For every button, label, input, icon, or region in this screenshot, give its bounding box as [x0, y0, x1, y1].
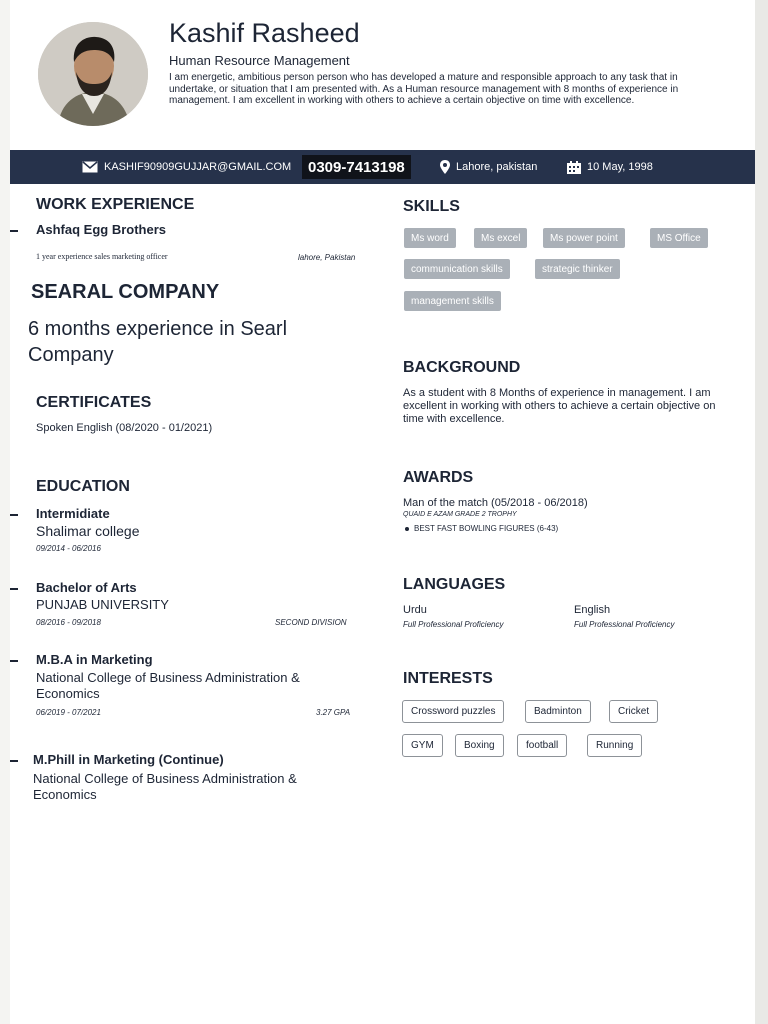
phone-text: 0309-7413198 — [302, 155, 411, 179]
work-desc: 1 year experience sales marketing officer — [36, 252, 168, 261]
education-degree: Intermidiate — [36, 506, 110, 521]
interest-chip: Boxing — [455, 734, 504, 757]
language-name: English — [574, 604, 611, 616]
education-school: National College of Business Administration & Economics — [33, 771, 297, 802]
work-place: lahore, Pakistan — [298, 253, 356, 262]
education-heading: EDUCATION — [36, 478, 130, 495]
skill-tag: strategic thinker — [535, 259, 620, 279]
interest-chip: GYM — [402, 734, 443, 757]
award-bullet — [403, 524, 558, 533]
education-school: PUNJAB UNIVERSITY — [36, 597, 169, 612]
education-school: National College of Business Administration & Economics — [36, 670, 300, 701]
education-degree: Bachelor of Arts — [36, 580, 137, 595]
dob-text: 10 May, 1998 — [587, 161, 653, 173]
language-level: Full Professional Proficiency — [574, 620, 675, 629]
language-level: Full Professional Proficiency — [403, 620, 504, 629]
email-text: KASHIF90909GUJJAR@GMAIL.COM — [104, 161, 292, 173]
award-bullet-text: BEST FAST BOWLING FIGURES (6-43) — [414, 524, 559, 533]
work-company-2: SEARAL COMPANY — [31, 281, 220, 303]
education-dates: 06/2019 - 07/2021 — [36, 708, 101, 717]
bullet-icon — [405, 527, 409, 531]
skill-tag: Ms word — [404, 228, 456, 248]
summary-text: I am energetic, ambitious person person who has developed a mature and responsible approach to any task that in undertake, or situation that I am presented with. As a Human resource management with 8 months of experience in management. I am excellent in working with others to achieve a certain objective on time with excellence. — [169, 72, 679, 106]
skills-heading: SKILLS — [403, 198, 460, 215]
mail-icon — [82, 161, 98, 173]
award-title: Man of the match (05/2018 - 06/2018) — [403, 497, 588, 509]
skill-tag: management skills — [404, 291, 501, 311]
work-dash — [10, 230, 18, 232]
skill-tag: communication skills — [404, 259, 510, 279]
education-degree: M.B.A in Marketing — [36, 652, 153, 667]
interest-chip: Crossword puzzles — [402, 700, 504, 723]
dob-item — [567, 150, 653, 184]
education-dash — [10, 760, 18, 762]
candidate-title: Human Resource Management — [169, 53, 350, 68]
page-edge — [755, 0, 768, 1024]
interest-chip: Badminton — [525, 700, 591, 723]
skill-tag: MS Office — [650, 228, 708, 248]
work-heading: WORK EXPERIENCE — [36, 196, 195, 213]
interest-chip: football — [517, 734, 567, 757]
background-text: As a student with 8 Months of experience in management. I am excellent in working with others to achieve a certain objective on time with excellence. — [403, 387, 716, 425]
skill-tag: Ms power point — [543, 228, 625, 248]
education-dash — [10, 588, 18, 590]
calendar-icon — [567, 161, 581, 174]
certificate-item: Spoken English (08/2020 - 01/2021) — [36, 422, 213, 434]
education-degree: M.Phill in Marketing (Continue) — [33, 752, 224, 767]
interest-chip: Running — [587, 734, 642, 757]
certificates-heading: CERTIFICATES — [36, 394, 152, 411]
location-pin-icon — [440, 160, 450, 174]
education-note: 3.27 GPA — [316, 708, 351, 717]
work-desc-2: 6 months experience in Searl Company — [28, 318, 288, 366]
education-dash — [10, 514, 18, 516]
education-dash — [10, 660, 18, 662]
award-sub: QUAID E AZAM GRADE 2 TROPHY — [403, 511, 517, 518]
contact-bar — [10, 150, 755, 184]
location-text: Lahore, pakistan — [456, 161, 538, 173]
education-dates: 08/2016 - 09/2018 — [36, 618, 101, 627]
awards-heading: AWARDS — [403, 469, 474, 486]
languages-heading: LANGUAGES — [403, 576, 506, 593]
education-dates: 09/2014 - 06/2016 — [36, 544, 101, 553]
interests-heading: INTERESTS — [403, 670, 493, 687]
education-note: SECOND DIVISION — [275, 618, 347, 627]
background-heading: BACKGROUND — [403, 359, 521, 376]
email-item — [82, 150, 291, 184]
location-item — [440, 150, 537, 184]
language-name: Urdu — [403, 604, 427, 616]
skill-tag: Ms excel — [474, 228, 527, 248]
work-company: Ashfaq Egg Brothers — [36, 222, 167, 237]
candidate-name: Kashif Rasheed — [169, 18, 360, 48]
interest-chip: Cricket — [609, 700, 658, 723]
education-school: Shalimar college — [36, 523, 140, 539]
profile-photo — [38, 22, 148, 126]
